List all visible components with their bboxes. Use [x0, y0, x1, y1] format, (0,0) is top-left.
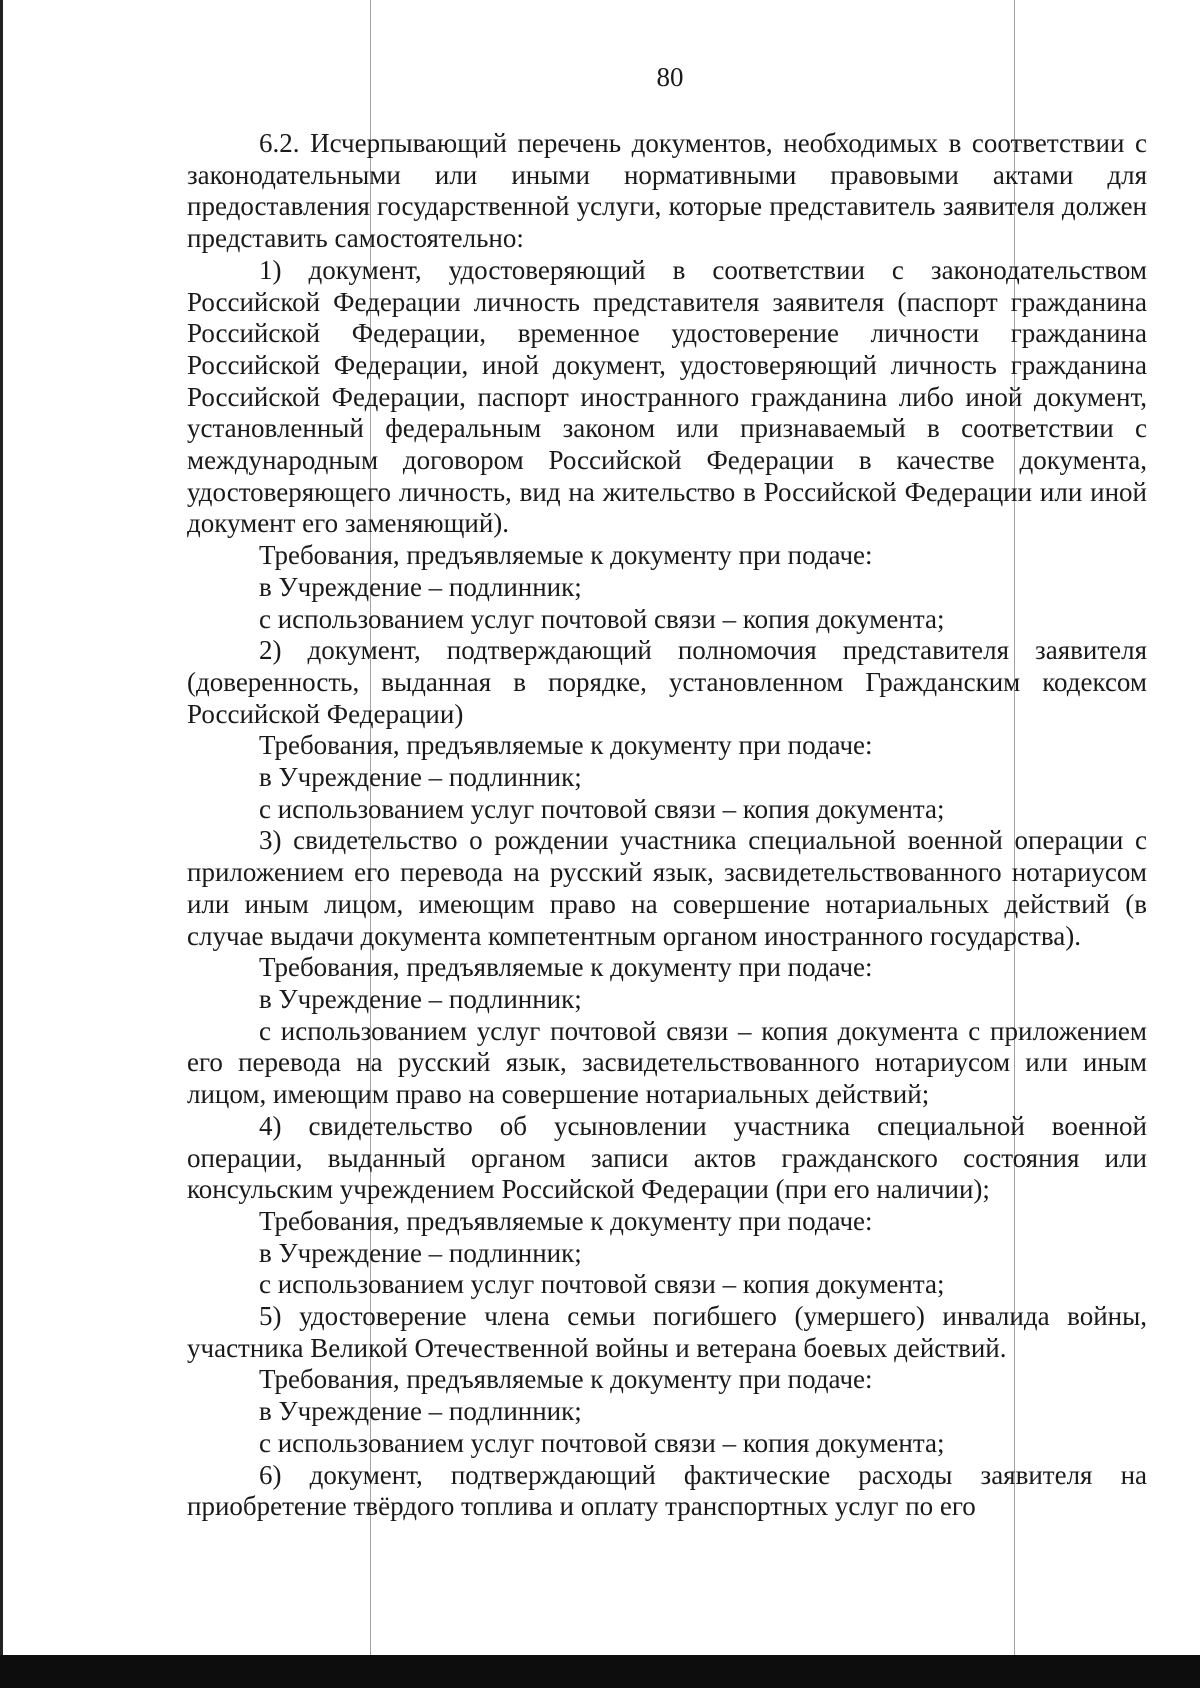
paragraph: с использованием услуг почтовой связи – копия документа;	[259, 1427, 945, 1458]
paragraph: в Учреждение – подлинник;	[259, 1396, 582, 1427]
paragraph: Требования, предъявляемые к документу при подаче:	[259, 730, 873, 761]
page-number: 80	[656, 62, 684, 92]
paragraph: 2) документ, подтверждающий полномочия представителя заявителя (доверенность, выданная в порядке, установленном Гражданским кодексом Российской Федерации)	[187, 635, 1147, 729]
paragraph: с использованием услуг почтовой связи – копия документа;	[259, 603, 945, 634]
paragraph: 3) свидетельство о рождении участника специальной военной операции с приложением его перевода на русский язык, засвидетельствованного нотариусом или иным лицом, имеющим право на совершение нотариальных действий (в случае выдачи документа компетентным органом иностранного государства).	[187, 825, 1147, 951]
paragraph: Требования, предъявляемые к документу при подаче:	[259, 952, 873, 983]
scan-left-border	[0, 0, 3, 1688]
paragraph: с использованием услуг почтовой связи – копия документа с приложением его перевода на русский язык, засвидетельствованного нотариусом или иным лицом, имеющим право на совершение нотариальных действий;	[187, 1015, 1147, 1110]
paragraph: в Учреждение – подлинник;	[259, 983, 582, 1014]
paragraph: Требования, предъявляемые к документу при подаче:	[259, 1364, 873, 1395]
paragraph: с использованием услуг почтовой связи – копия документа;	[259, 793, 945, 824]
document-body	[187, 128, 1147, 1523]
paragraph: в Учреждение – подлинник;	[259, 762, 582, 793]
paragraph: 1) документ, удостоверяющий в соответствии с законодательством Российской Федерации личность представителя заявителя (паспорт гражданина Российской Федерации, временное удостоверение личности гражданина Российской Федерации, иной документ, удостоверяющий личность гражданина Российской Федерации, паспорт иностранного гражданина либо иной документ, установленный федеральным законом или признаваемый в соответствии с международным договором Российской Федерации в качестве документа, удостоверяющего личность, вид на жительство в Российской Федерации или иной документ его заменяющий).	[187, 254, 1147, 539]
paragraph: в Учреждение – подлинник;	[259, 1237, 582, 1268]
paragraph: 4) свидетельство об усыновлении участника специальной военной операции, выданный органом записи актов гражданского состояния или консульским учреждением Российской Федерации (при его наличии);	[187, 1110, 1147, 1205]
paragraph: 6) документ, подтверждающий фактические расходы заявителя на приобретение твёрдого топлива и оплату транспортных услуг по его	[187, 1459, 1147, 1522]
paragraph: Требования, предъявляемые к документу при подаче:	[259, 1205, 873, 1236]
paragraph: Требования, предъявляемые к документу при подаче:	[259, 540, 873, 571]
paragraph: 5) удостоверение члена семьи погибшего (умершего) инвалида войны, участника Великой Отечественной войны и ветерана боевых действий.	[187, 1301, 1147, 1363]
paragraph: с использованием услуг почтовой связи – копия документа;	[259, 1269, 945, 1300]
paragraph: 6.2. Исчерпывающий перечень документов, необходимых в соответствии с законодательными или иными нормативными правовыми актами для предоставления государственной услуги, которые представитель заявителя должен представить самостоятельно:	[187, 128, 1147, 254]
scan-bottom-border	[0, 1655, 1200, 1688]
paragraph: в Учреждение – подлинник;	[259, 571, 582, 602]
